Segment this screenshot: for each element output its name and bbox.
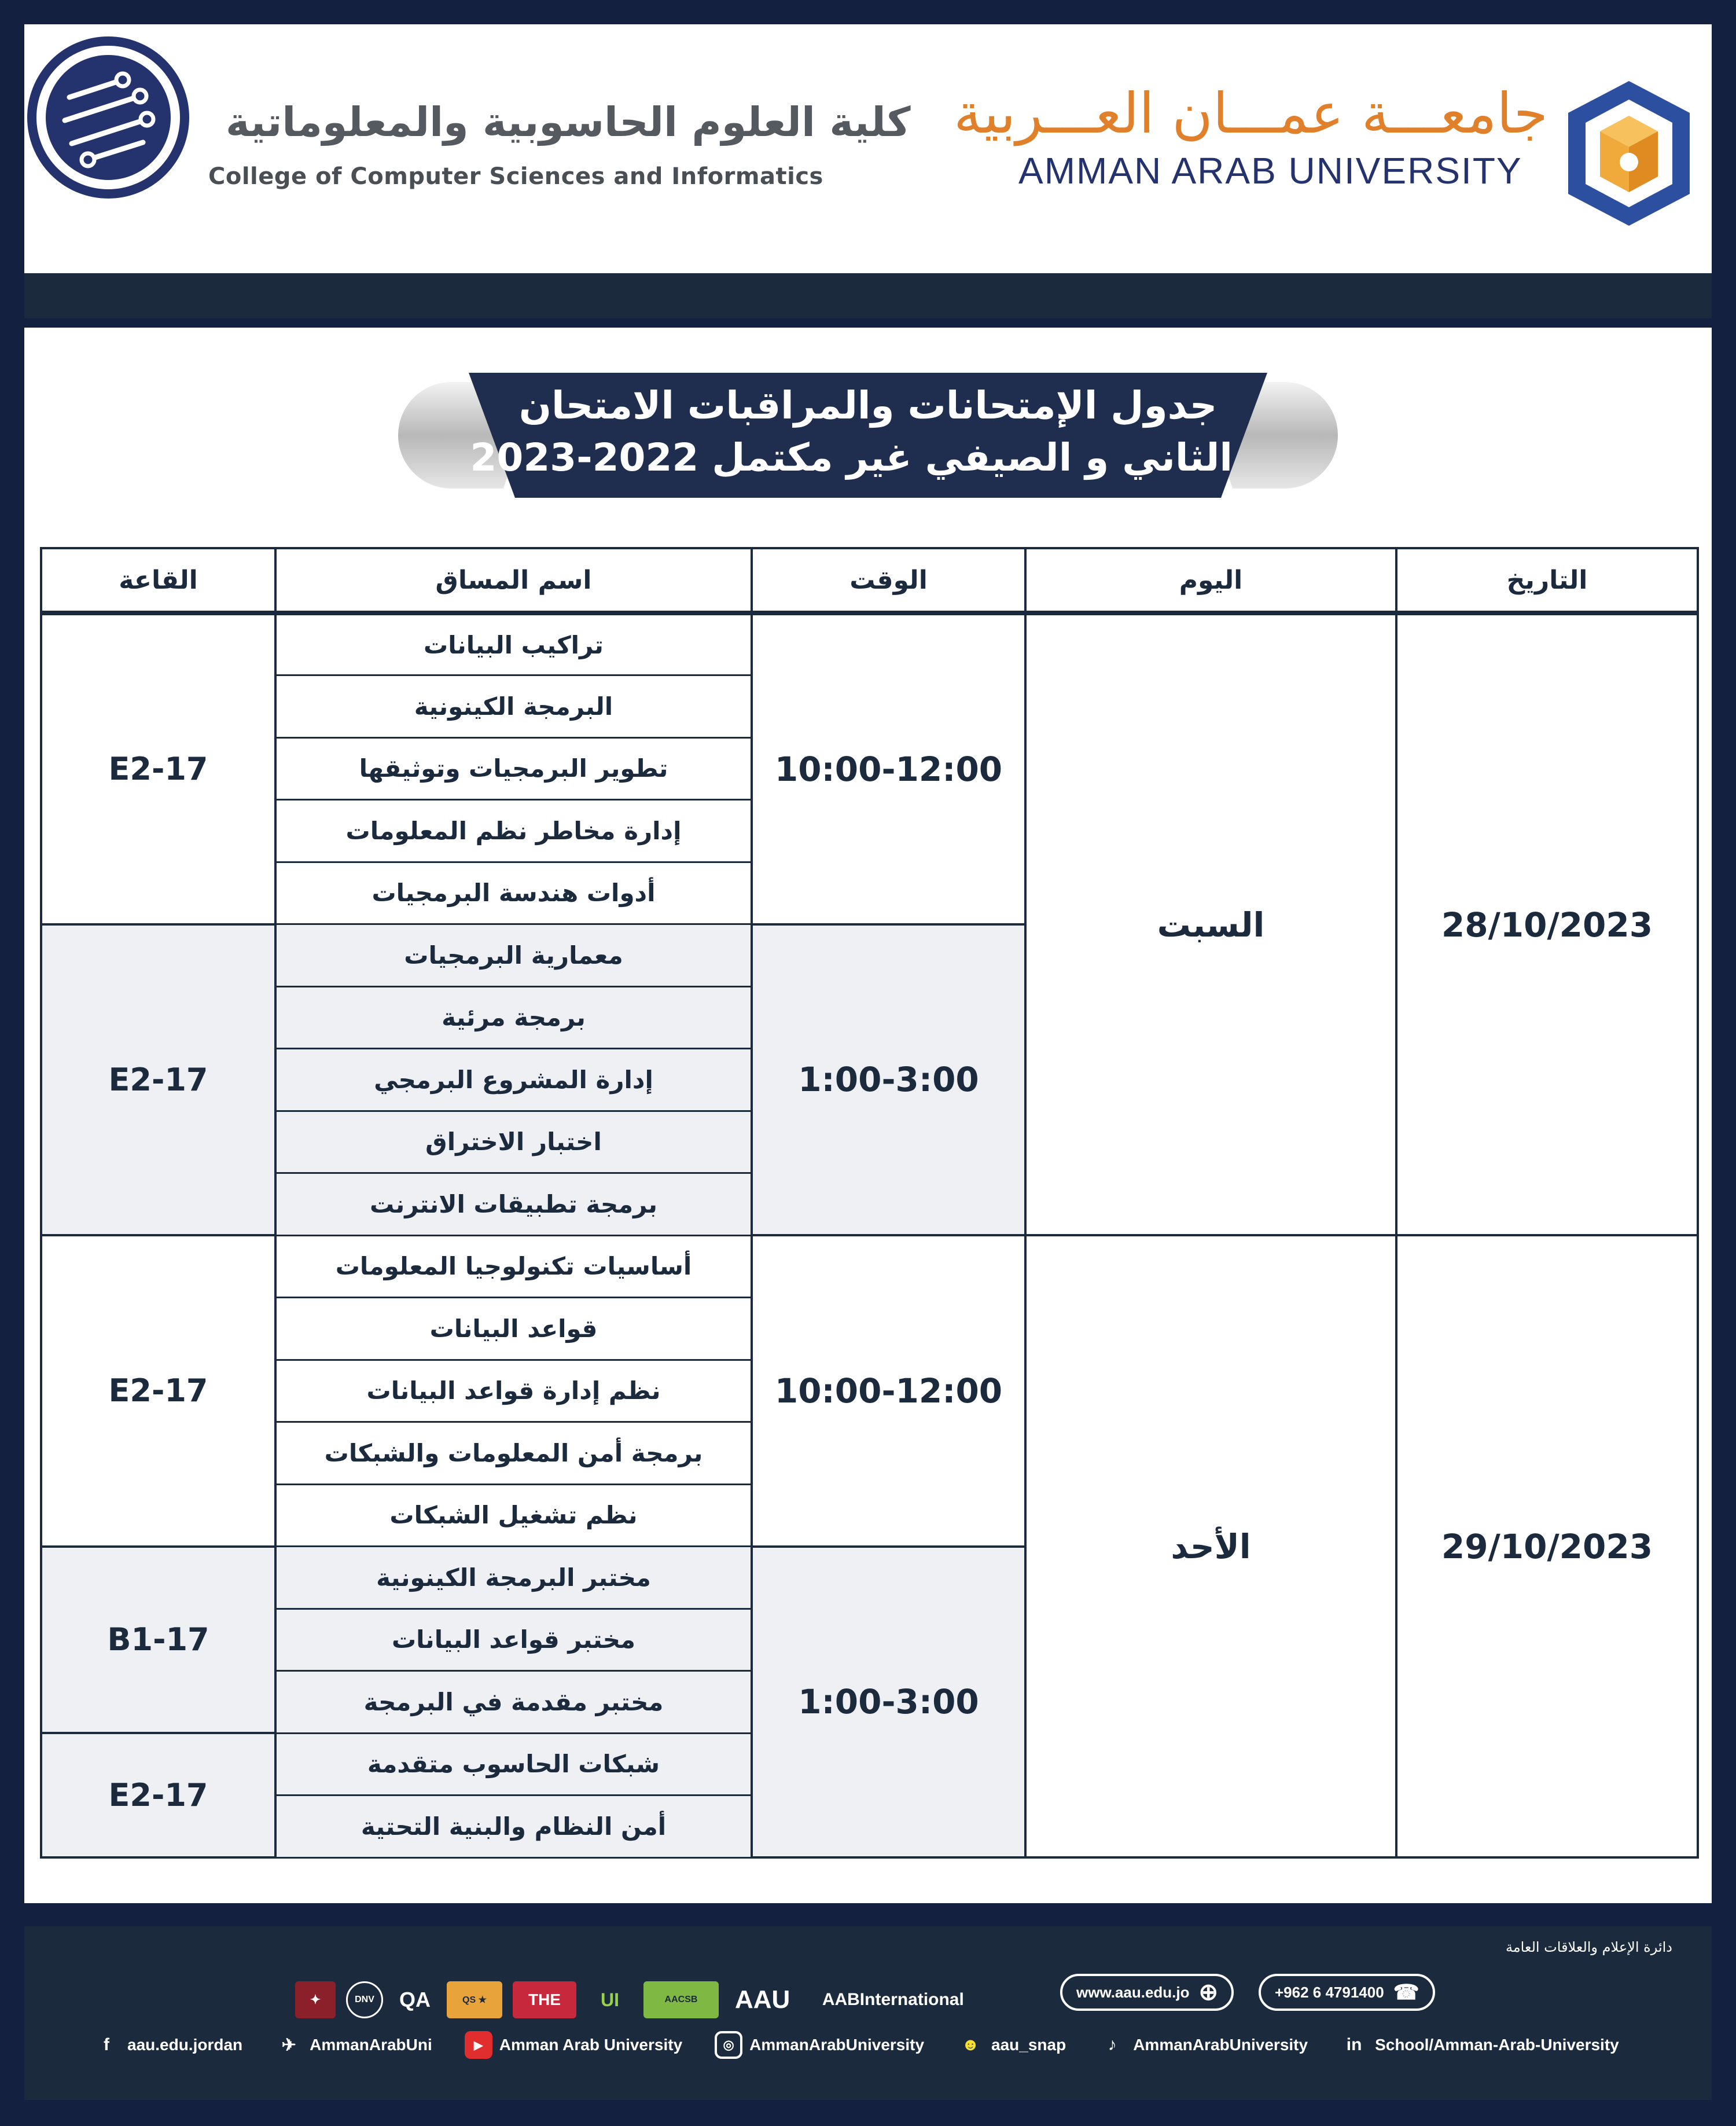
header-hall: القاعة — [41, 548, 275, 613]
university-logo — [1562, 75, 1695, 232]
header-divider-band — [24, 273, 1712, 318]
facebook-link[interactable] — [93, 2031, 242, 2059]
aab-international-badge: AABInternational — [822, 1990, 964, 2009]
tiktok-link[interactable] — [1098, 2031, 1308, 2059]
hall-cell: E2-17 — [41, 613, 275, 924]
college-name-english: College of Computer Sciences and Informatics — [208, 163, 823, 190]
youtube-handle: Amman Arab University — [499, 2036, 683, 2054]
facebook-icon: f — [104, 2035, 109, 2054]
tiktok-handle: AmmanArabUniversity — [1133, 2036, 1308, 2054]
ui-greenmetric-badge: UI — [601, 1989, 619, 2010]
course-cell: برمجة تطبيقات الانترنت — [275, 1173, 752, 1236]
banner-title-line2: الثاني و الصيفي غير مكتمل 2022-2023 — [470, 435, 1233, 480]
university-name-arabic: جامعـــة عمـــان العـــربية — [954, 81, 1548, 146]
date-cell: 28/10/2023 — [1396, 613, 1698, 1235]
table-row — [41, 613, 1698, 675]
course-cell: شبكات الحاسوب متقدمة — [275, 1733, 752, 1795]
course-cell: نظم إدارة قواعد البيانات — [275, 1360, 752, 1422]
hall-cell: E2-17 — [41, 1733, 275, 1857]
hall-cell: B1-17 — [41, 1547, 275, 1734]
phone-link[interactable] — [1259, 1974, 1435, 2011]
twitter-handle: AmmanArabUni — [310, 2036, 432, 2054]
college-name-arabic: كلية العلوم الحاسوبية والمعلوماتية — [226, 98, 911, 146]
aacsb-badge: AACSB — [643, 1981, 719, 2018]
course-cell: إدارة مخاطر نظم المعلومات — [275, 800, 752, 862]
globe-icon: ⊕ — [1198, 1980, 1219, 2005]
table-header-row — [41, 548, 1698, 613]
course-cell: إدارة المشروع البرمجي — [275, 1049, 752, 1111]
header-day: اليوم — [1025, 548, 1396, 613]
snapchat-handle: aau_snap — [991, 2036, 1066, 2054]
day-cell: الأحد — [1025, 1235, 1396, 1857]
course-cell: قواعد البيانات — [275, 1298, 752, 1360]
time-cell: 10:00-12:00 — [752, 613, 1025, 924]
course-cell: مختبر البرمجة الكينونية — [275, 1547, 752, 1609]
website-link[interactable] — [1060, 1974, 1234, 2011]
instagram-link[interactable] — [715, 2031, 924, 2059]
course-cell: مختبر مقدمة في البرمجة — [275, 1671, 752, 1734]
course-cell: تطوير البرمجيات وتوثيقها — [275, 737, 752, 800]
the-impact-badge: THE — [513, 1981, 576, 2018]
hall-cell: E2-17 — [41, 924, 275, 1236]
course-cell: أساسيات تكنولوجيا المعلومات — [275, 1235, 752, 1298]
instagram-icon: ◎ — [715, 2031, 742, 2059]
header-course: اسم المساق — [275, 548, 752, 613]
course-cell: البرمجة الكينونية — [275, 675, 752, 738]
hall-cell: E2-17 — [41, 1235, 275, 1547]
title-banner — [388, 370, 1348, 500]
instagram-handle: AmmanArabUniversity — [749, 2036, 925, 2054]
snapchat-link[interactable] — [957, 2031, 1066, 2059]
department-label: دائرة الإعلام والعلاقات العامة — [1505, 1939, 1672, 1955]
course-cell: أدوات هندسة البرمجيات — [275, 862, 752, 924]
tiktok-icon: ♪ — [1108, 2035, 1117, 2054]
linkedin-handle: School/Amman-Arab-University — [1375, 2036, 1619, 2054]
day-cell: السبت — [1025, 613, 1396, 1235]
dnv-badge: DNV — [346, 1981, 383, 2018]
time-cell: 1:00-3:00 — [752, 924, 1025, 1236]
banner-title-line1: جدول الإمتحانات والمراقبات الامتحان — [518, 383, 1218, 428]
course-cell: أمن النظام والبنية التحتية — [275, 1795, 752, 1858]
college-logo — [24, 34, 192, 201]
social-links — [93, 2025, 1655, 2065]
youtube-icon: ▶ — [465, 2031, 492, 2059]
qs-rankings-badge: QS ★ — [447, 1981, 502, 2018]
course-cell: معمارية البرمجيات — [275, 924, 752, 987]
page-header — [24, 24, 1712, 273]
course-cell: نظم تشغيل الشبكات — [275, 1484, 752, 1547]
qa-badge: QA — [399, 1988, 431, 2011]
course-cell: مختبر قواعد البيانات — [275, 1609, 752, 1671]
twitter-link[interactable] — [275, 2031, 432, 2059]
linkedin-icon: in — [1346, 2035, 1362, 2054]
time-cell: 10:00-12:00 — [752, 1235, 1025, 1547]
exam-schedule-table — [40, 547, 1697, 1859]
linkedin-link[interactable] — [1340, 2031, 1619, 2059]
aau-badge: AAU — [735, 1985, 790, 2014]
course-cell: برمجة مرئية — [275, 986, 752, 1049]
snapchat-icon: ☻ — [961, 2035, 980, 2054]
university-name-english: AMMAN ARAB UNIVERSITY — [1018, 150, 1522, 192]
phone-text: +962 6 4791400 — [1275, 1983, 1384, 2001]
facebook-handle: aau.edu.jordan — [127, 2036, 243, 2054]
website-text: www.aau.edu.jo — [1076, 1983, 1190, 2001]
youtube-link[interactable] — [465, 2031, 682, 2059]
header-date: التاريخ — [1396, 548, 1698, 613]
table-row — [41, 1235, 1698, 1298]
course-cell: اختبار الاختراق — [275, 1111, 752, 1173]
date-cell: 29/10/2023 — [1396, 1235, 1698, 1857]
course-cell: تراكيب البيانات — [275, 613, 752, 675]
accreditation-badges — [295, 1968, 980, 2032]
twitter-icon: ✈ — [281, 2035, 296, 2055]
phone-icon: ☎ — [1393, 1980, 1419, 2004]
time-cell: 1:00-3:00 — [752, 1547, 1025, 1858]
course-cell: برمجة أمن المعلومات والشبكات — [275, 1422, 752, 1485]
jordan-quality-badge: ✦ — [295, 1981, 336, 2018]
header-time: الوقت — [752, 548, 1025, 613]
